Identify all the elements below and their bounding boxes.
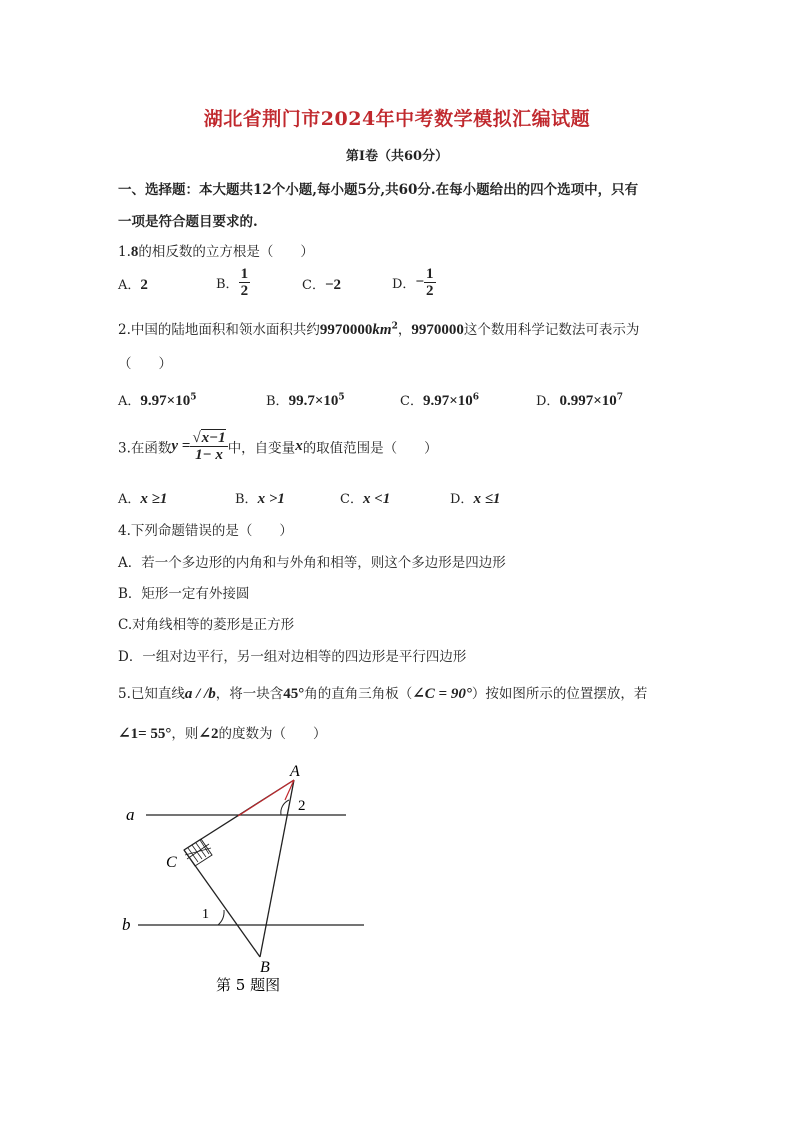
q1-option-c: C．−2 xyxy=(302,277,342,293)
q2-option-c: C．$9.97\times 10^6$ xyxy=(400,392,480,409)
question-4-stem: 4.下列命题错误的是（ ） xyxy=(118,523,293,539)
q3-option-b: B．x >1 xyxy=(235,491,285,507)
q4-option-b: B．矩形一定有外接圆 xyxy=(118,586,250,602)
question-3-options xyxy=(118,488,558,508)
q3-option-c: C．x <1 xyxy=(340,491,391,507)
question-5-stem-line2: ∠1= 55°，则∠2的度数为（ ） xyxy=(118,726,327,742)
q3-option-a: A．x ≥1 xyxy=(118,491,168,507)
label-C: C xyxy=(166,854,177,871)
label-B: B xyxy=(260,959,270,976)
q3-option-d: D．x ≤1 xyxy=(450,491,501,507)
question-2-options xyxy=(118,390,678,410)
q4-option-a: A．若一个多边形的内角和与外角和相等，则这个多边形是四边形 xyxy=(118,555,506,571)
question-2-stem: 2.中国的陆地面积和领水面积共约$9970000km^2$，9970000这个数用科学记数法可表示为 xyxy=(118,321,640,338)
label-angle-2: 2 xyxy=(298,798,306,814)
geometry-figure xyxy=(118,760,378,1000)
q1-option-b: B． $\frac{1}{2}$ xyxy=(216,266,249,299)
q2-option-d: D．$0.997\times 10^7$ xyxy=(536,392,624,409)
section-instructions-line1: 一、选择题：本大题共12个小题,每小题5分,共60分.在每小题给出的四个选项中，只有 xyxy=(118,182,639,198)
q2-option-b: B．$99.7\times 10^5$ xyxy=(266,392,345,409)
question-5-stem-line1: 5.已知直线a / /b，将一块含45°角的直角三角板（∠C = 90°）按如图所示的位置摆放，若 xyxy=(118,686,648,702)
q3-function-fraction: $\frac{√x-1}{1- x}$ xyxy=(192,430,226,463)
q1-option-a: A．2 xyxy=(118,277,148,293)
label-a: a xyxy=(126,805,135,824)
q2-option-a: A．$9.97\times 10^5$ xyxy=(118,392,197,409)
q2-area: 9970000 xyxy=(319,322,373,338)
label-A: A xyxy=(290,763,300,780)
q4-option-d: D．一组对边平行，另一组对边相等的四边形是平行四边形 xyxy=(118,649,467,665)
q4-option-c: C.对角线相等的菱形是正方形 xyxy=(118,617,295,633)
section-subtitle: 第Ⅰ卷（共60分） xyxy=(345,149,449,164)
q1-option-d: D．− $\frac{1}{2}$ xyxy=(392,266,434,299)
side-AB xyxy=(260,780,294,957)
question-2-blank: （ ） xyxy=(118,356,172,372)
label-b: b xyxy=(122,915,131,934)
angle-1-arc xyxy=(218,910,224,925)
label-angle-1: 1 xyxy=(202,907,209,922)
page-title: 湖北省荆门市2024年中考数学模拟汇编试题 xyxy=(203,108,591,130)
section-instructions-line2: 一项是符合题目要求的. xyxy=(118,214,258,230)
q1-prefix: 1. xyxy=(118,244,131,260)
question-3-stem: 3.在函数y = $\frac{√x-1}{1- x}$ 中，自变量x的取值范围是（ ） xyxy=(118,430,438,463)
question-1-stem xyxy=(118,240,314,261)
right-angle-mark xyxy=(184,839,212,866)
figure-caption: 第 5 题图 xyxy=(216,976,281,994)
q1-number: 8 xyxy=(130,244,139,260)
q1-text: 的相反数的立方根是（ ） xyxy=(138,244,314,260)
